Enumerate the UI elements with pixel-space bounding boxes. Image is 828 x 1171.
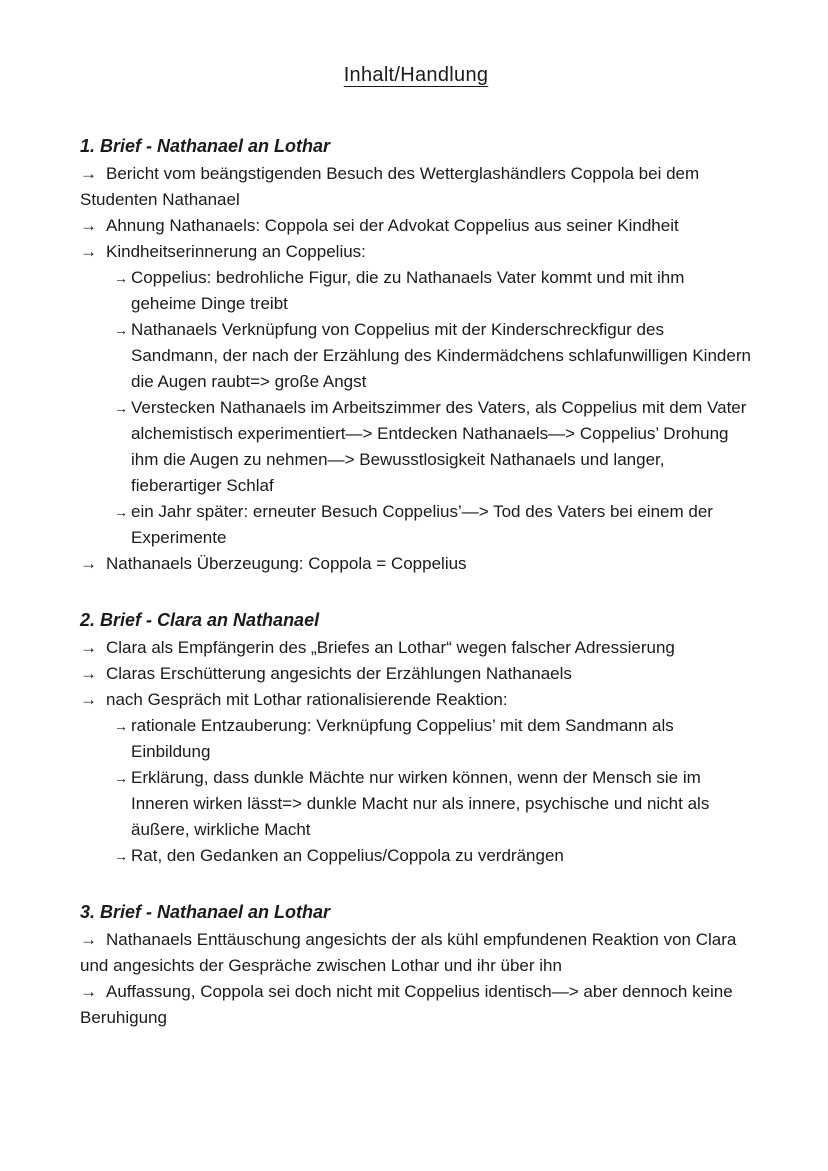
arrow-bullet-icon: → [114,718,128,734]
list-item [80,765,752,843]
arrow-bullet-icon: → [114,400,128,416]
arrow-bullet-icon: → [114,504,128,520]
section-items [80,927,752,1031]
list-item [80,395,752,499]
arrow-bullet-icon: → [114,322,128,338]
list-item-text: Verstecken Nathanaels im Arbeitszimmer des Vaters, als Coppelius mit dem Vater alchemistisch experimentiert—> Entdecken Nathanaels—> Coppelius’ Drohung ihm die Augen zu nehmen—> Bewusstlosigkeit Nathanaels und langer, fieberartiger Schlaf [131,398,747,495]
arrow-bullet-icon: → [114,770,128,786]
list-item-text: nach Gespräch mit Lothar rationalisierende Reaktion: [106,690,508,709]
list-item-text: Nathanaels Überzeugung: Coppola = Coppelius [106,554,467,573]
list-item-text: Kindheitserinnerung an Coppelius: [106,242,366,261]
list-item [80,687,752,713]
list-item [80,843,752,869]
list-item-text: Nathanaels Enttäuschung angesichts der als kühl empfundenen Reaktion von Clara und angesichts der Gespräche zwischen Lothar und ihr über ihn [80,930,737,975]
list-item [80,635,752,661]
list-item [80,661,752,687]
list-item-text: Coppelius: bedrohliche Figur, die zu Nathanaels Vater kommt und mit ihm geheime Dinge treibt [131,268,685,313]
arrow-bullet-icon: → [80,554,97,573]
list-item [80,713,752,765]
list-item-text: Ahnung Nathanaels: Coppola sei der Advokat Coppelius aus seiner Kindheit [106,216,679,235]
section [80,133,752,577]
list-item-text: Nathanaels Verknüpfung von Coppelius mit der Kinderschreckfigur des Sandmann, der nach der Erzählung des Kindermädchens schlafunwilligen Kindern die Augen raubt=> große Angst [131,320,751,391]
section [80,899,752,1031]
section-heading: 1. Brief - Nathanael an Lothar [80,136,331,156]
list-item-text: Claras Erschütterung angesichts der Erzählungen Nathanaels [106,664,572,683]
list-item-text: Auffassung, Coppola sei doch nicht mit Coppelius identisch—> aber dennoch keine Beruhigung [80,982,733,1027]
section-heading: 2. Brief - Clara an Nathanael [80,610,320,630]
list-item-text: Bericht vom beängstigenden Besuch des Wetterglashändlers Coppola bei dem Studenten Nathanael [80,164,700,209]
list-item-text: Clara als Empfängerin des „Briefes an Lothar“ wegen falscher Adressierung [106,638,675,657]
list-item [80,499,752,551]
list-item-text: rationale Entzauberung: Verknüpfung Coppelius’ mit dem Sandmann als Einbildung [131,716,674,761]
list-item [80,265,752,317]
list-item [80,161,752,213]
arrow-bullet-icon: → [80,216,97,235]
list-item-text: ein Jahr später: erneuter Besuch Coppelius’—> Tod des Vaters bei einem der Experimente [131,502,713,547]
list-item [80,551,752,577]
sections [80,133,752,1031]
section-items [80,161,752,577]
list-item-text: Rat, den Gedanken an Coppelius/Coppola zu verdrängen [131,846,564,865]
arrow-bullet-icon: → [80,638,97,657]
section-heading: 3. Brief - Nathanael an Lothar [80,902,331,922]
list-item [80,927,752,979]
list-item [80,239,752,265]
section-items [80,635,752,869]
arrow-bullet-icon: → [80,164,97,183]
list-item [80,979,752,1031]
section [80,607,752,869]
list-item [80,213,752,239]
arrow-bullet-icon: → [80,664,97,683]
arrow-bullet-icon: → [80,982,97,1001]
arrow-bullet-icon: → [80,242,97,261]
arrow-bullet-icon: → [114,270,128,286]
arrow-bullet-icon: → [114,848,128,864]
page-title: Inhalt/Handlung [343,64,489,86]
list-item-text: Erklärung, dass dunkle Mächte nur wirken können, wenn der Mensch sie im Inneren wirken lässt=> dunkle Macht nur als innere, psychische und nicht als äußere, wirkliche Macht [131,768,710,839]
list-item [80,317,752,395]
arrow-bullet-icon: → [80,690,97,709]
arrow-bullet-icon: → [80,930,97,949]
